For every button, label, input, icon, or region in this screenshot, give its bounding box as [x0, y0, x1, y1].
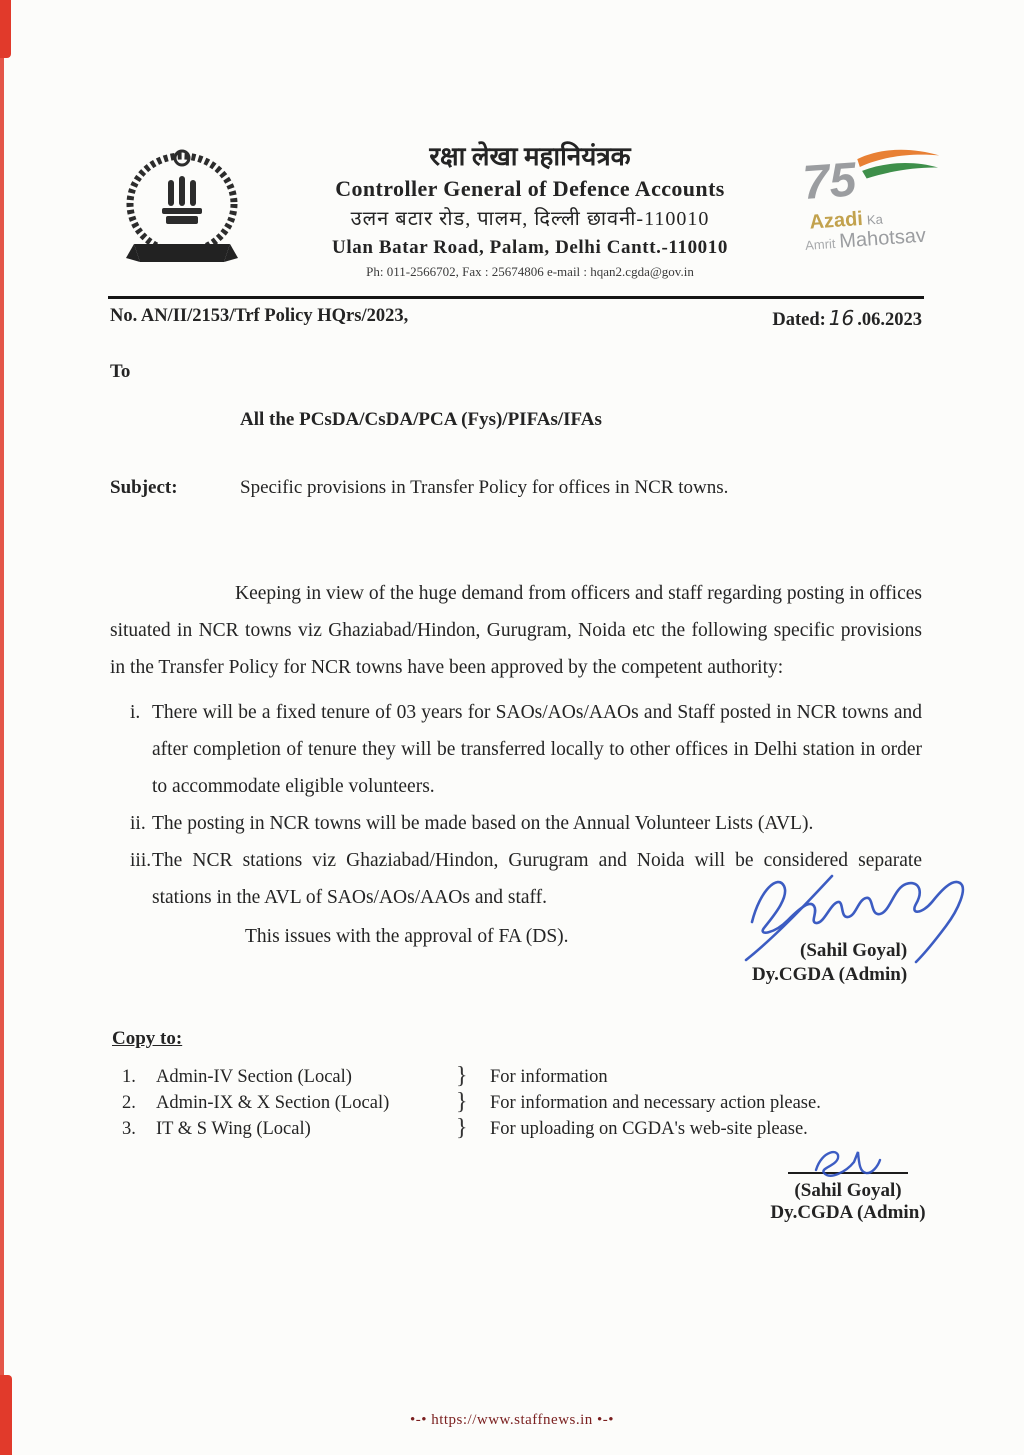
list-item: [110, 694, 922, 805]
copy-to-heading: Copy to:: [112, 1028, 183, 1049]
sd-signature-icon: [788, 1142, 908, 1184]
letterhead: [0, 140, 1024, 300]
copy-row-recipient: Admin-IV Section (Local): [156, 1067, 352, 1087]
list-item: [110, 805, 922, 842]
copy-row-recipient: Admin-IX & X Section (Local): [156, 1093, 390, 1113]
subject-text: Specific provisions in Transfer Policy for offices in NCR towns.: [240, 477, 729, 498]
approval-line: This issues with the approval of FA (DS).: [245, 926, 569, 947]
signatory-designation: Dy.CGDA (Admin): [770, 1202, 926, 1223]
list-number: i.: [130, 702, 141, 723]
brace-mark: }: [456, 1089, 468, 1115]
copy-to-section: [112, 1028, 924, 1142]
addressee-line: All the PCsDA/CsDA/PCA (Fys)/PIFAs/IFAs: [240, 409, 602, 430]
reference-number: No. AN/II/2153/Trf Policy HQrs/2023,: [110, 306, 409, 326]
scan-edge-top: [0, 0, 11, 58]
org-title-hindi: रक्षा लेखा महानियंत्रक: [429, 142, 631, 171]
org-address-hindi: उलन बटार रोड, पालम, दिल्ली छावनी-110010: [350, 208, 710, 230]
org-contact-line: Ph: 011-2566702, Fax : 25674806 e-mail : hqan2.cgda@gov.in: [366, 264, 694, 279]
signatory-name: (Sahil Goyal): [800, 940, 908, 961]
azadi-75-flag-icon: [796, 139, 950, 211]
copy-to-row: [112, 1090, 924, 1116]
subject-label: Subject:: [110, 477, 178, 498]
list-number: iii.: [130, 850, 152, 871]
list-text: There will be a fixed tenure of 03 years for SAOs/AOs/AAOs and Staff posted in NCR towns and after completion of tenure they will be transferred locally to other offices in Delhi station in order to accommodate eligible volunteers.: [152, 702, 922, 797]
signatory-name: (Sahil Goyal): [794, 1180, 902, 1201]
list-text: The posting in NCR towns will be made based on the Annual Volunteer Lists (AVL).: [152, 813, 814, 834]
copy-row-purpose: For uploading on CGDA's web-site please.: [490, 1119, 808, 1139]
azadi-ka-amrit-mahotsav-logo: [796, 139, 953, 256]
brace-mark: }: [456, 1115, 468, 1141]
paragraph-1: Keeping in view of the huge demand from officers and staff regarding posting in offices situated in NCR towns viz Ghaziabad/Hindon, Gurugram, Noida etc the following specific provisions in the Transfer Policy for NCR towns have been approved by the competent authority:: [110, 583, 922, 678]
list-text: The NCR stations viz Ghaziabad/Hindon, Gurugram and Noida will be considered separate stations in the AVL of SAOs/AOs/AAOs and staff.: [152, 850, 922, 908]
to-label: To: [110, 361, 131, 382]
azadi-word: Azadi: [808, 207, 864, 234]
azadi-ka-word: Ka: [866, 211, 884, 228]
signature-rule-line: [788, 1172, 908, 1174]
copy-row-recipient: IT & S Wing (Local): [156, 1119, 311, 1139]
letter-body: [110, 302, 922, 955]
copy-row-number: 2.: [122, 1093, 136, 1113]
azadi-amrit-word: Amrit: [804, 235, 836, 253]
azadi-mahotsav-word: Mahotsav: [838, 224, 927, 253]
date-rest: .06.2023: [857, 310, 922, 330]
copy-row-purpose: For information and necessary action please.: [490, 1093, 821, 1113]
copy-row-number: 1.: [122, 1067, 136, 1087]
signature-block-2: [718, 1142, 978, 1224]
copy-to-row: [112, 1064, 924, 1090]
brace-mark: }: [456, 1063, 468, 1089]
copy-row-number: 3.: [122, 1119, 136, 1139]
signatory-designation: Dy.CGDA (Admin): [752, 964, 908, 985]
copy-to-row: [112, 1116, 924, 1142]
dated-label: Dated:: [772, 310, 826, 330]
org-title-english: Controller General of Defence Accounts: [335, 176, 725, 201]
defence-accounts-department-emblem-icon: [112, 146, 252, 268]
list-number: ii.: [130, 813, 146, 834]
copy-row-purpose: For information: [490, 1067, 608, 1087]
handwritten-date-day: 16: [828, 306, 855, 330]
date-line: [772, 306, 922, 331]
letterhead-divider-rule: [108, 296, 924, 299]
azadi-numeral: 75: [800, 153, 858, 210]
org-address-english: Ulan Batar Road, Palam, Delhi Cantt.-110010: [332, 237, 728, 258]
watermark-url: •-• https://www.staffnews.in •-•: [409, 1412, 615, 1428]
